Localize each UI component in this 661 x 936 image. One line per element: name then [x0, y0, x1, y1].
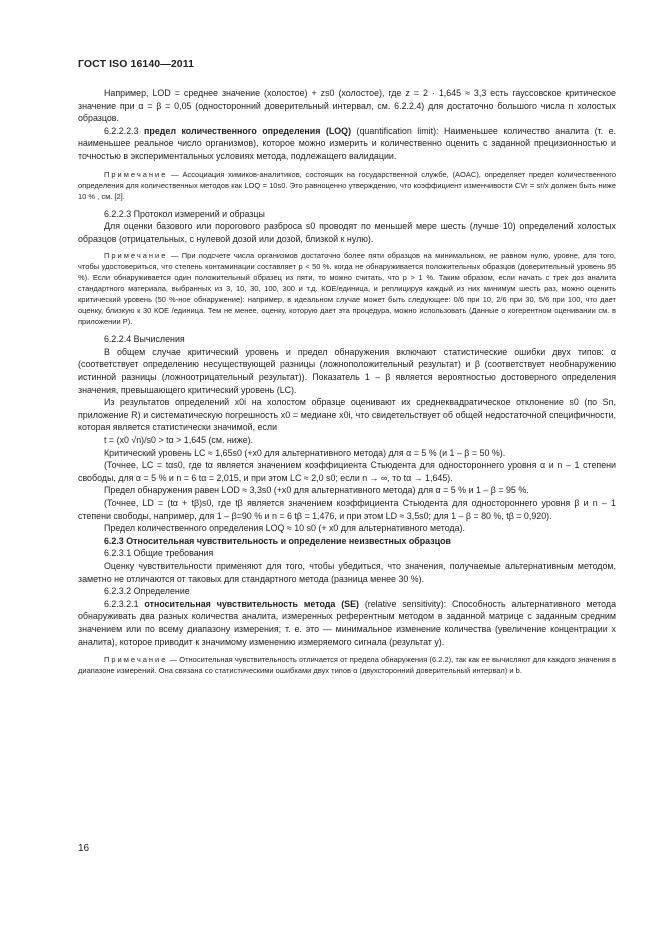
paragraph-lc-precise: (Точнее, LC = tαs0, где tα является значением коэффициента Стьюдента для одностороннего уровня α и n – 1 степени свободы, для α = 5 % и n = 6 tα = 2,015, и при этом LC ≈ 2,0 s0; если n → ∞, то tα → 1,645). [78, 460, 616, 483]
note-text: — Относительная чувствительность отличается от предела обнаружения (6.2.2), так как ее вычисляют для каждого значения в диапазоне измерений. Она связана со статистическими ошибками двух типов α (двухсторонний доверительный интервал) и b. [78, 655, 616, 676]
paragraph-lod-value: Предел обнаружения равен LOD ≈ 3,3s0 (+x0 для альтернативного метода) для α = 5 % и 1 – β = 95 %. [104, 485, 529, 496]
definition-text: (relative sensitivity): Способность альтернативного метода обнаруживать два разных количества аналита, измеренных референтным методом в заданной матрице с заданным средним значением или по всему диапазону измерения; т. е. это — минимальное изменение количества (увеличение концентрации x аналита), которое приводит к значимому изменению измеряемого сигнала (результат y). [78, 598, 617, 647]
paragraph-blank-results: Из результатов определений x0i на холостом образце оценивают их среднеквадратическое отклонение s0 (по Sn, приложение R) и систематическую погрешность x0 = медиане x0i, что свидетельствует об общей недостаточной специфичности, которая является статистически значимой, если [78, 397, 616, 433]
note-relative-sensitivity [78, 654, 616, 676]
paragraph-ld-precise: (Точнее, LD = (tα + tβ)s0, где tβ является значением коэффициента Стьюдента для одностороннего уровня β и n – 1 степени свободы, например, для 1 – β=90 % и n = 6 tβ = 1,476, и при этом LD ≈ 3,5s0; для 1 – β = 80 %, tβ = 0,920). [78, 498, 616, 521]
note-text: — При подсчете числа организмов достаточно более пяти образцов на минимальном, не равном нулю, уровне, для того, чтобы удостовериться, что степень контаминации составляет p < 50 %. когда не обнаруживается положительных образцов (доверительный уровень 95 %). Если обнаруживается один положительный образец из пяти, то можно считать, что p > 1 %. Таким образом, если начать с трех доз аналита стандартного материала, выбранных из 3, 10, 30, 100, 300 и т.д. КОЕ/единица, и реплицируя каждый из них минимум шесть раз, можно оценить критический уровень (50 %-ное обнаружение): например, в идеальном случае может быть следующее: 0/6 при 10, 2/6 при 30, 5/6 при 100, что дает оценку, близкую к 30 КОЕ /единица. Тем не менее, оценку, которую дает эта процедура, можно использовать (Данные о когерентном оценивании см. в приложении Р). [78, 250, 616, 327]
note-label: Примечание [104, 250, 168, 260]
clause-number: 6.2.2.2.3 [104, 125, 139, 136]
subheading-calculations: 6.2.2.4 Вычисления [104, 334, 185, 345]
paragraph-loq-value: Предел количественного определения LOQ ≈ 10 s0 (+ x0 для альтернативного метода). [104, 523, 465, 534]
document-page [78, 58, 616, 676]
note-text: — Ассоциация химиков-аналитиков, состоящих на государственной службе, (AOAC), определяет предел количественного определения для количественных методов как LOQ = 10s0. Это равноценно утверждению, что коэффициент изменчивости CVr = sr/x должен быть ниже 10 % , см. [2]. [78, 169, 616, 201]
formula-t-test: t = (x0 √n)/s0 > tα > 1,645 (см. ниже). [104, 435, 254, 446]
note-organism-count [78, 250, 616, 328]
term-se: относительная чувствительность метода (SE) [144, 598, 359, 609]
paragraph-se-definition [78, 598, 616, 648]
note-aoac [78, 169, 616, 202]
paragraph-error-types: В общем случае критический уровень и предел обнаружения включают статистические ошибки двух типов: α (соответствует определению несуществующей разницы (ложноположительный результат) и β (соответствует необнаружению истинной разницы (ложноотрицательный результат)). Показатель 1 – β является вероятностью достоверного определения значения, превышающего критический уровень (LC). [78, 346, 616, 395]
section-heading-6-2-3: 6.2.3 Относительная чувствительность и определение неизвестных образцов [104, 535, 451, 546]
term-loq: предел количественного определения (LOQ) [144, 125, 352, 136]
clause-number: 6.2.3.2.1 [104, 598, 139, 609]
subheading-protocol: 6.2.2.3 Протокол измерений и образцы [104, 208, 265, 219]
page-number: 16 [78, 843, 90, 854]
paragraph-sensitivity-assessment: Оценку чувствительности применяют для того, чтобы убедиться, что значения, получаемые альтернативным методом, заметно не отличаются от таковых для стандартного метода (разница менее 30 %). [78, 560, 616, 584]
definition-text: (quantification limit): Наименьшее количество аналита (т. е. наименьшее реальное число организмов), которое можно измерить и количественно оценить с заданной прецизионностью и точностью в экспериментальных условиях метода, подлежащего валидации. [78, 125, 616, 161]
subheading-general: 6.2.3.1 Общие требования [104, 548, 214, 559]
paragraph-critical-level: Критический уровень LC ≈ 1,65s0 (+x0 для альтернативного метода) для α = 5 % (и 1 – β = 50 %). [104, 447, 506, 458]
document-header: ГОСТ ISO 16140—2011 [78, 58, 195, 70]
paragraph-protocol: Для оценки базового или порогового разброса s0 проводят по меньшей мере шесть (лучше 10) определений холостых образцов (отрицательных, с нулевой дозой или дозой, близкой к нулю). [78, 221, 616, 245]
subheading-definition: 6.2.3.2 Определение [104, 586, 190, 597]
paragraph-lod-example: Например, LOD = среднее значение (холостое) + zs0 (холостое), где z = 2 · 1,645 ≈ 3,3 есть гауссовское критическое значение при α = β = 0,05 (односторонний доверительный интервал, см. 6.2.2.4) для достаточно большого числа n холостых образцов. [78, 88, 616, 124]
note-label: Примечание [104, 169, 168, 179]
note-label: Примечание [104, 655, 168, 665]
paragraph-loq-definition [78, 125, 616, 163]
